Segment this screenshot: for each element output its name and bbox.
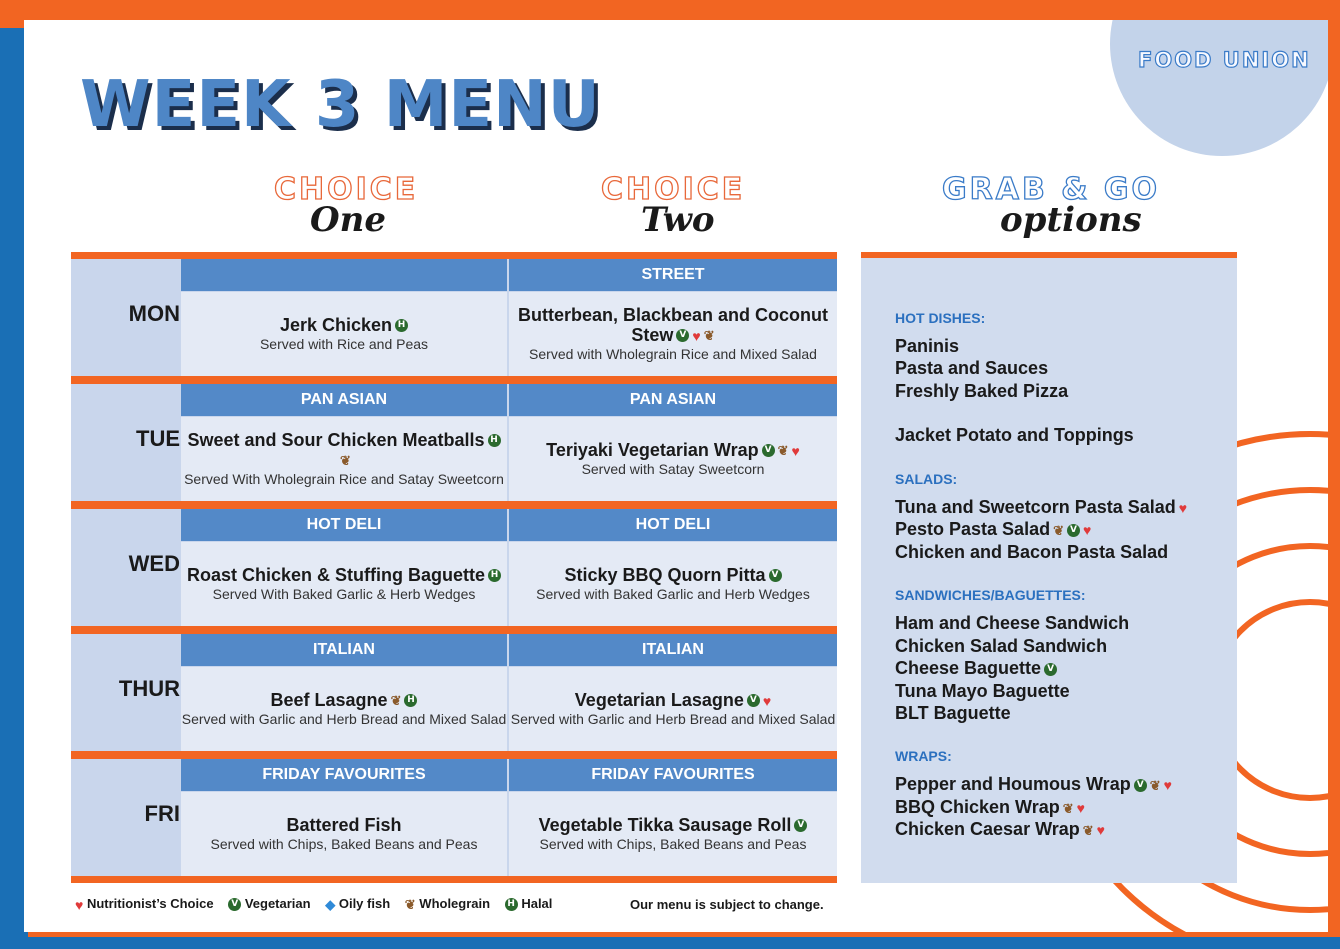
category-header: ITALIAN (181, 634, 507, 666)
menu-change-note: Our menu is subject to change. (630, 897, 824, 912)
grab-item (895, 519, 1091, 540)
halal-icon: H (488, 569, 501, 582)
dish-name: Butterbean, Blackbean and Coconut Stew (517, 304, 829, 345)
grab-item-name: Cheese Baguette (895, 658, 1042, 678)
grab-item-name: BBQ Chicken Wrap (895, 797, 1060, 817)
heart-icon: ♥ (1178, 500, 1188, 517)
wholegrain-icon: ❦ (390, 693, 402, 709)
category-header: HOT DELI (509, 509, 837, 541)
category-header (181, 259, 507, 291)
dish-line (546, 440, 800, 460)
grab-item (895, 774, 1172, 795)
grab-item (895, 542, 1168, 563)
dish-name: Sweet and Sour Chicken Meatballs (187, 429, 485, 450)
dish-side: Served with Baked Garlic and Herb Wedges (536, 585, 810, 602)
halal-icon: H (395, 319, 408, 332)
grab-item (895, 658, 1057, 679)
choice-one-script: One (310, 200, 386, 240)
dish-line (286, 815, 401, 835)
sandwiches-heading: SANDWICHES/BAGUETTES: (895, 587, 1086, 603)
vegetarian-icon: V (676, 329, 689, 342)
grab-go-panel (861, 252, 1237, 883)
grab-item (895, 703, 1011, 724)
grab-item (895, 636, 1107, 657)
dish-side: Served with Satay Sweetcorn (581, 460, 765, 477)
wholegrain-icon: ❦ (1149, 777, 1161, 793)
legend-vegetarian (225, 896, 310, 911)
dish-line (564, 565, 781, 585)
legend-wholegrain (402, 896, 490, 911)
dish-line (539, 815, 808, 835)
menu-cell (509, 792, 837, 876)
wholegrain-icon: ❦ (1062, 800, 1074, 816)
grab-item-name: Pepper and Houmous Wrap (895, 774, 1131, 794)
halal-icon: H (404, 694, 417, 707)
heart-icon: ♥ (791, 442, 800, 459)
heart-icon: ♥ (1076, 800, 1085, 817)
dish-name: Beef Lasagne (270, 689, 388, 710)
vegetarian-icon: V (794, 819, 807, 832)
brand-logo: FOOD UNION (1138, 48, 1311, 72)
legend-label: Wholegrain (419, 896, 491, 911)
day-label: FRI (144, 801, 180, 826)
dish-line (187, 565, 501, 585)
wholegrain-icon: ❦ (703, 328, 715, 344)
vegetarian-icon: V (1044, 663, 1057, 676)
grab-item-name: Tuna Mayo Baguette (895, 681, 1070, 701)
menu-cell (509, 667, 837, 751)
heart-icon: ♥ (1163, 777, 1172, 794)
wholegrain-icon: ❦ (1082, 822, 1094, 838)
menu-cell (181, 542, 507, 626)
day-row (71, 384, 837, 501)
halal-icon: H (488, 434, 501, 447)
category-header: STREET (509, 259, 837, 291)
grab-item (895, 613, 1129, 634)
dish-side: Served with Rice and Peas (259, 335, 429, 352)
category-header: PAN ASIAN (181, 384, 507, 416)
grab-item-name: Chicken and Bacon Pasta Salad (895, 542, 1169, 562)
day-label: THUR (118, 676, 180, 701)
dish-side: Served With Wholegrain Rice and Satay Sweetcorn (184, 470, 504, 487)
dish-name: Jerk Chicken (279, 314, 393, 335)
salads-heading: SALADS: (895, 471, 958, 487)
wholegrain-icon: ❦ (777, 443, 789, 459)
menu-cell (509, 292, 837, 376)
day-row (71, 509, 837, 626)
grab-item-name: Ham and Cheese Sandwich (895, 613, 1130, 633)
heart-icon: ♥ (762, 692, 772, 709)
heart-icon: ♥ (1096, 822, 1105, 839)
weekly-menu-table (71, 252, 837, 883)
vegetarian-icon: V (228, 898, 241, 911)
category-header: PAN ASIAN (509, 384, 837, 416)
legend-nutritionist (72, 896, 214, 911)
grab-item (895, 797, 1085, 818)
dish-side: Served with Wholegrain Rice and Mixed Salad (529, 345, 817, 362)
day-row (71, 259, 837, 376)
heart-icon: ♥ (1082, 522, 1092, 539)
wraps-heading: WRAPS: (895, 748, 952, 764)
legend-halal (502, 896, 553, 911)
legend-label: Oily fish (338, 896, 391, 911)
heart-icon: ♥ (75, 896, 84, 913)
dish-side: Served with Garlic and Herb Bread and Mixed Salad (181, 710, 507, 727)
halal-icon: H (505, 898, 518, 911)
menu-cell (181, 292, 507, 376)
day-row (71, 634, 837, 751)
menu-cell (181, 792, 507, 876)
grab-go-script: options (1000, 200, 1142, 240)
menu-cell (181, 667, 507, 751)
page-title: WEEK 3 MENU (80, 68, 601, 142)
grab-go-heading: GRAB & GO (942, 172, 1160, 207)
wholegrain-icon: ❦ (404, 897, 416, 913)
category-header: FRIDAY FAVOURITES (181, 759, 507, 791)
day-label: WED (128, 551, 180, 576)
menu-cell (509, 542, 837, 626)
legend (72, 896, 560, 912)
menu-cell (509, 417, 837, 501)
dish-side: Served with Garlic and Herb Bread and Mixed Salad (510, 710, 836, 727)
choice-two-heading: CHOICE (601, 172, 746, 207)
dish-line (271, 690, 418, 710)
grab-item (895, 819, 1105, 840)
dish-name: Vegetable Tikka Sausage Roll (538, 814, 792, 835)
dish-name: Teriyaki Vegetarian Wrap (546, 439, 759, 460)
choice-two-script: Two (641, 200, 715, 240)
menu-sheet (24, 20, 1328, 932)
dish-side: Served With Baked Garlic & Herb Wedges (212, 585, 476, 602)
category-header: HOT DELI (181, 509, 507, 541)
dish-name: Sticky BBQ Quorn Pitta (564, 564, 766, 585)
legend-label: Vegetarian (244, 896, 311, 911)
dish-side: Served with Chips, Baked Beans and Peas (210, 835, 478, 852)
legend-oily-fish (322, 896, 390, 911)
dish-line (575, 690, 771, 710)
vegetarian-icon: V (1067, 524, 1080, 537)
vegetarian-icon: V (747, 694, 760, 707)
grab-item-name: BLT Baguette (895, 703, 1011, 723)
dish-name: Vegetarian Lasagne (574, 689, 744, 710)
grab-item (895, 681, 1070, 702)
fish-icon: ◆ (325, 897, 336, 913)
category-header: ITALIAN (509, 634, 837, 666)
hot-dishes-heading: HOT DISHES: (895, 310, 986, 326)
bottom-blue-edge (0, 937, 1340, 949)
grab-item-name: Chicken Salad Sandwich (895, 636, 1108, 656)
grab-item: Paninis (895, 336, 960, 356)
dish-name: Battered Fish (286, 814, 402, 835)
wholegrain-icon: ❦ (1053, 522, 1064, 538)
grab-item (895, 497, 1187, 518)
vegetarian-icon: V (762, 444, 775, 457)
day-label: TUE (136, 426, 180, 451)
category-header: FRIDAY FAVOURITES (509, 759, 837, 791)
grab-item-name: Pesto Pasta Salad (895, 519, 1051, 539)
heart-icon: ♥ (692, 327, 701, 344)
dish-line (509, 305, 837, 345)
dish-line (181, 430, 507, 470)
day-label: MON (128, 301, 180, 326)
menu-cell (181, 417, 507, 501)
grab-item-name: Chicken Caesar Wrap (895, 819, 1080, 839)
grab-item: Freshly Baked Pizza (895, 381, 1069, 401)
dish-side: Served with Chips, Baked Beans and Peas (539, 835, 807, 852)
choice-one-heading: CHOICE (274, 172, 419, 207)
wholegrain-icon: ❦ (340, 453, 351, 469)
vegetarian-icon: V (769, 569, 782, 582)
day-row (71, 759, 837, 876)
vegetarian-icon: V (1134, 779, 1147, 792)
dish-name: Roast Chicken & Stuffing Baguette (186, 564, 486, 585)
grab-item: Jacket Potato and Toppings (895, 425, 1134, 445)
legend-label: Nutritionist’s Choice (86, 896, 214, 911)
legend-label: Halal (521, 896, 553, 911)
grab-item: Pasta and Sauces (895, 358, 1049, 378)
dish-line (280, 315, 408, 335)
grab-item-name: Tuna and Sweetcorn Pasta Salad (895, 497, 1176, 517)
